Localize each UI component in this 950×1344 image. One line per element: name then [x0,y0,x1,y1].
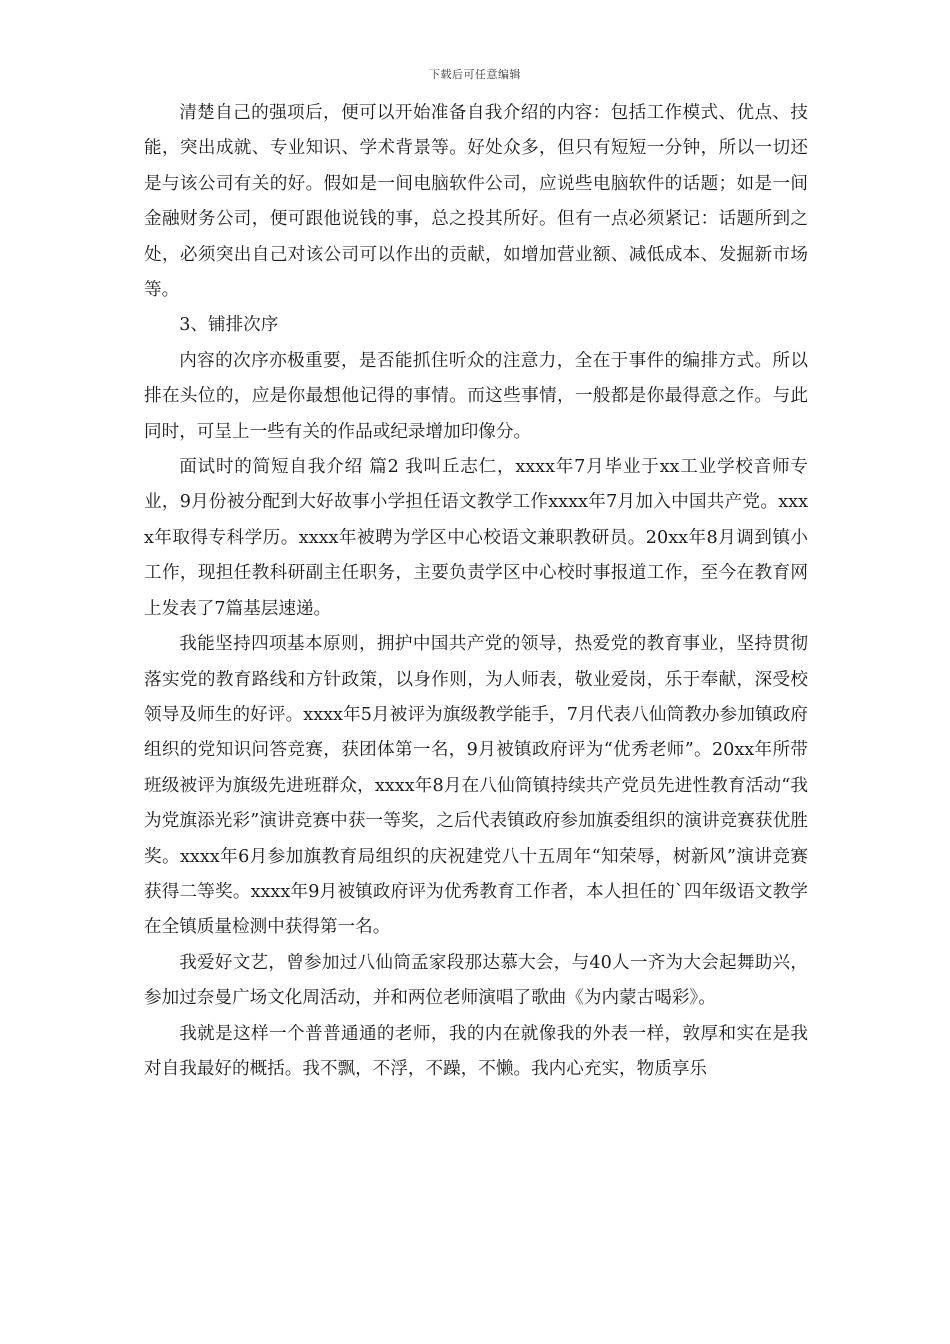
page-header-note: 下载后可任意编辑 [429,68,521,81]
paragraph-self-intro-content: 清楚自己的强项后，便可以开始准备自我介绍的内容：包括工作模式、优点、技能，突出成就、专业知识、学术背景等。好处众多，但只有短短一分钟，所以一切还是与该公司有关的好。假如是一间电脑软件公司，应说些电脑软件的话题；如是一间金融财务公司，便可跟他说钱的事，总之投其所好。但有一点必须紧记：话题所到之处，必须突出自己对该公司可以作出的贡献，如增加营业额、减低成本、发掘新市场等。 [144,103,808,301]
paragraph-content-order: 内容的次序亦极重要，是否能抓住听众的注意力，全在于事件的编排方式。所以排在头位的，应是你最想他记得的事情。而这些事情，一般都是你最得意之作。与此同时，可呈上一些有关的作品或纪录增加印像分。 [144,350,808,442]
paragraph-self-summary: 我就是这样一个普普通通的老师，我的内在就像我的外表一样，敦厚和实在是我对自我最好的概括。我不飘，不浮，不躁，不懒。我内心充实，物质享乐 [144,1023,808,1079]
paragraph-article-2-intro: 面试时的简短自我介绍 篇2 我叫丘志仁，xxxx年7月毕业于xx工业学校音师专业，9月份被分配到大好故事小学担任语文教学工作xxxx年7月加入中国共产党。xxxx年取得专科学历。xxxx年被聘为学区中心校语文兼职教研员。20xx年8月调到镇小工作，现担任教科研副主任职务，主要负责学区中心校时事报道工作，至今在教育网上发表了7篇基层速递。 [144,457,808,619]
document-body [144,96,808,1087]
section-heading-ordering: 3、铺排次序 [179,315,279,336]
paragraph-achievements: 我能坚持四项基本原则，拥护中国共产党的领导，热爱党的教育事业，坚持贯彻落实党的教育路线和方针政策，以身作则，为人师表，敬业爱岗，乐于奉献，深受校领导及师生的好评。xxxx年5月被评为旗级教学能手，7月代表八仙筒教办参加镇政府组织的党知识问答竞赛，获团体第一名，9月被镇政府评为“优秀老师”。20xx年所带班级被评为旗级先进班群众，xxxx年8月在八仙筒镇持续共产党员先进性教育活动“我为党旗添光彩”演讲竞赛中获一等奖，之后代表镇政府参加旗委组织的演讲竞赛获优胜奖。xxxx年6月参加旗教育局组织的庆祝建党八十五周年“知荣辱，树新风”演讲竞赛获得二等奖。xxxx年9月被镇政府评为优秀教育工作者，本人担任的`四年级语文教学在全镇质量检测中获得第一名。 [144,634,808,938]
paragraph-hobbies: 我爱好文艺，曾参加过八仙筒孟家段那达慕大会，与40人一齐为大会起舞助兴，参加过奈曼广场文化周活动，并和两位老师演唱了歌曲《为内蒙古喝彩》。 [144,952,808,1009]
